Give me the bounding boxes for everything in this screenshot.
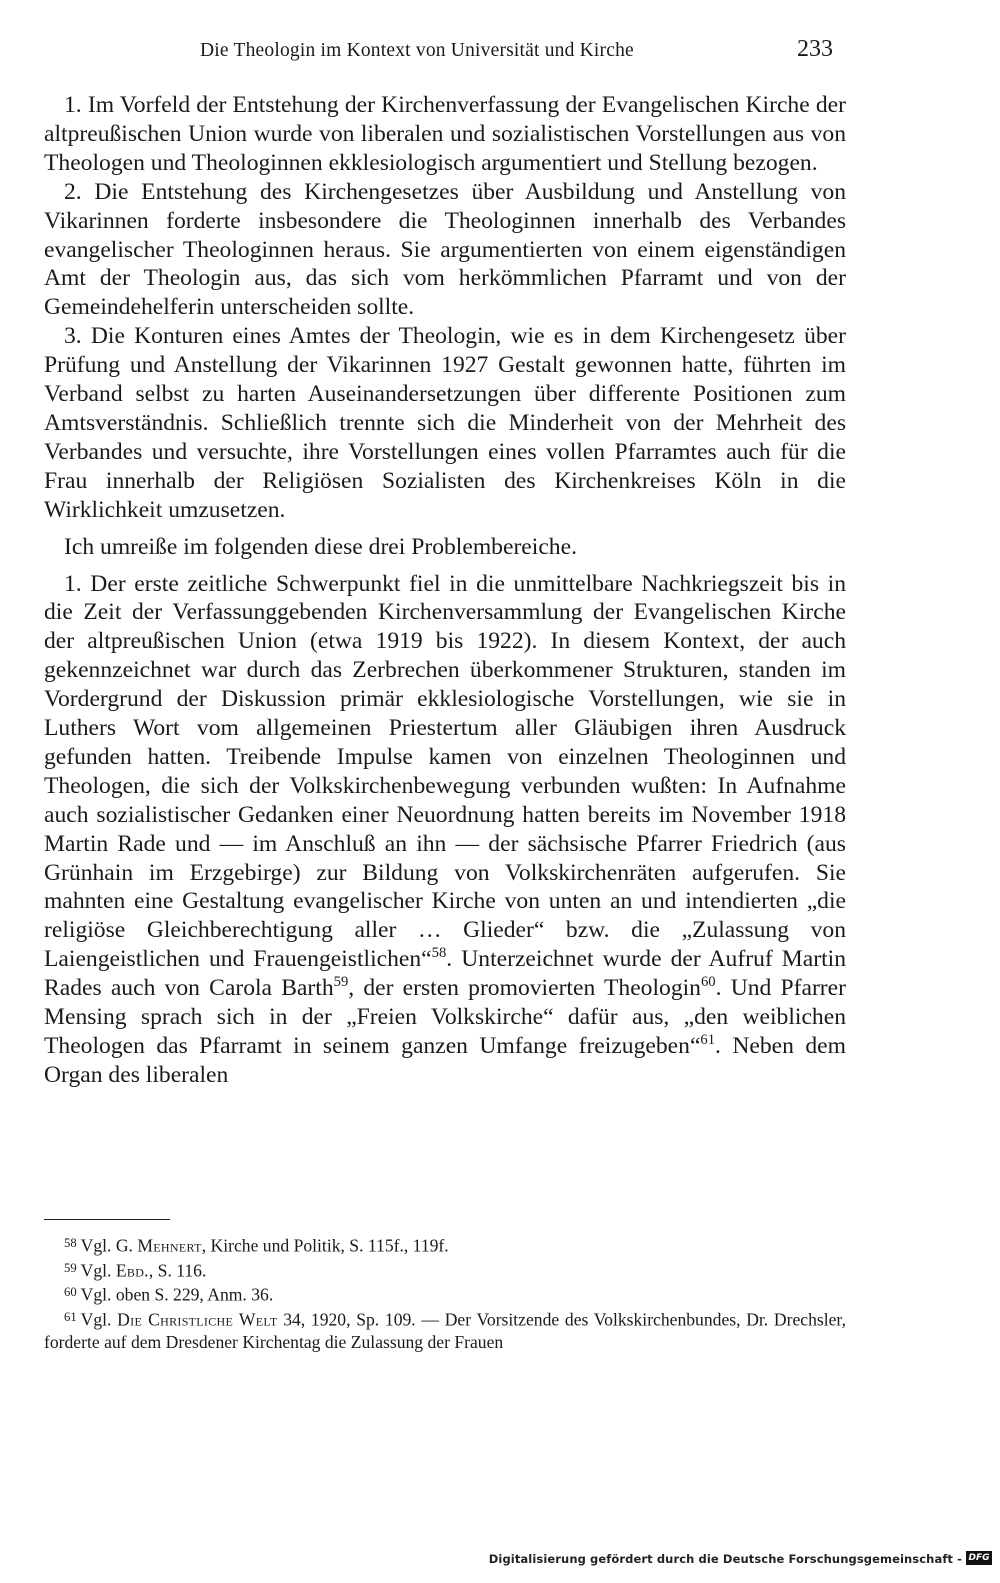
running-head: Die Theologin im Kontext von Universität und Kirche — [200, 40, 634, 61]
footnote-number: 59 — [64, 1260, 77, 1275]
footnote-text: Vgl. oben S. 229, Anm. 36. — [80, 1284, 274, 1305]
body-text — [44, 91, 846, 1090]
footnote-60 — [44, 1281, 846, 1306]
paragraph-3: 3. Die Konturen eines Amtes der Theologin, wie es in dem Kirchengesetz über Prüfung und Anstellung der Vikarinnen 1927 Gestalt gewonnen hatte, führten im Verband selbst zu harten Auseinandersetzungen über differente Positionen zum Amtsverständnis. Schließlich trennte sich die Minderheit von der Mehrheit des Verbandes und versuchte, ihre Vorstellungen eines vollen Pfarramtes auch für die Frau innerhalb der Religiösen Sozialisten des Kirchenkreises Köln in die Wirklichkeit umzusetzen. — [44, 323, 846, 523]
footnote-number: 61 — [64, 1310, 77, 1325]
paragraph-5 — [44, 570, 846, 1090]
digitization-credit: Digitalisierung gefördert durch die Deutsche Forschungsgemeinschaft - — [488, 1552, 962, 1566]
footnote-ref-58[interactable]: 58 — [431, 945, 447, 962]
ibid-abbrev: Ebd. — [115, 1260, 149, 1281]
periodical-title: Die Christliche Welt — [117, 1309, 278, 1330]
footnote-61 — [44, 1306, 846, 1353]
footnote-text: Vgl. — [80, 1309, 118, 1330]
page-number: 233 — [797, 36, 833, 62]
footnote-divider — [44, 1219, 170, 1220]
paragraph-5-text: . Unterzeichnet wurde der Aufruf Martin Rades auch von Carola Barth — [44, 946, 846, 1002]
footnote-ref-59[interactable]: 59 — [333, 974, 349, 991]
paragraph-5-text: . Und Pfarrer Mensing sprach sich in der „Freien Volkskirche“ dafür aus, „den weiblichen Theologen das Pfarramt in seinem ganzen Umfange freizugeben“ — [44, 975, 846, 1059]
paragraph-4: Ich umreiße im folgenden diese drei Problembereiche. — [64, 533, 577, 560]
footnote-number: 60 — [64, 1285, 77, 1300]
paragraph-2: 2. Die Entstehung des Kirchengesetzes über Ausbildung und Anstellung von Vikarinnen forderte insbesondere die Theologinnen innerhalb des Verbandes evangelischer Theologinnen heraus. Sie argumentierten von einem eigenständigen Amt der Theologin aus, das sich vom herkömmlichen Pfarramt und von der Gemeindehelferin unterscheiden sollte. — [44, 178, 846, 321]
paragraph-5-text: 1. Der erste zeitliche Schwerpunkt fiel in die unmittelbare Nachkriegszeit bis in die Zeit der Verfassunggebenden Kirchenversammlung der Evangelischen Kirche der altpreußischen Union (etwa 1919 bis 1922). In diesem Kontext, der auch gekennzeichnet war durch das Zerbrechen überkommener Strukturen, standen im Vordergrund der Diskussion primär ekklesiologische Vorstellungen, wie sie in Luthers Wort vom allgemeinen Priestertum aller Gläubigen ihren Ausdruck gefunden hatten. Treibende Impulse kamen von einzelnen Theologinnen und Theologen, die sich der Volkskirchenbewegung verbunden wußten: In Aufnahme auch sozialistischer Gedanken einer Neuordnung hatten bereits im November 1918 Martin Rade und — im Anschluß an ihn — der sächsische Pfarrer Friedrich (aus Grünhain im Erzgebirge) zur Bildung von Volkskirchenräten aufgerufen. Sie mahnten eine Gestaltung evangelischer Kirche von unten an und intendierten „die religiöse Gleichberechtigung aller … Glieder“ bzw. die „Zulassung von Laiengeistlichen und Frauengeistlichen“ — [44, 570, 846, 973]
footnote-text: Vgl. G. — [80, 1235, 138, 1256]
footnote-ref-61[interactable]: 61 — [700, 1031, 716, 1048]
footnote-text: 34, 1920, Sp. 109. — Der Vorsitzende des Volkskirchenbundes, Dr. Drechsler, forderte auf dem Dresdener Kirchentag die Zulassung der Frauen — [44, 1309, 846, 1352]
dfg-logo-icon: DFG — [966, 1551, 992, 1565]
footnote-text: , S. 116. — [148, 1260, 207, 1281]
footnote-59 — [44, 1257, 846, 1282]
paragraph-5-text: . Neben dem Organ des liberalen — [44, 1033, 846, 1088]
paragraph-5-text: , der ersten promovierten Theologin — [348, 975, 701, 1002]
footnote-text: , Kirche und Politik, S. 115f., 119f. — [201, 1235, 449, 1256]
footnotes — [44, 1232, 846, 1353]
paragraph-1: 1. Im Vorfeld der Entstehung der Kirchenverfassung der Evangelischen Kirche der altpreußischen Union wurde von liberalen und sozialistischen Vorstellungen aus von Theologen und Theologinnen ekklesiologisch argumentiert und Stellung bezogen. — [44, 92, 846, 176]
footnote-text: Vgl. — [80, 1260, 116, 1281]
author-name: Mehnert — [137, 1235, 202, 1256]
footnote-number: 58 — [64, 1236, 77, 1250]
footnote-ref-60[interactable]: 60 — [700, 974, 716, 991]
footnote-58 — [44, 1232, 846, 1257]
